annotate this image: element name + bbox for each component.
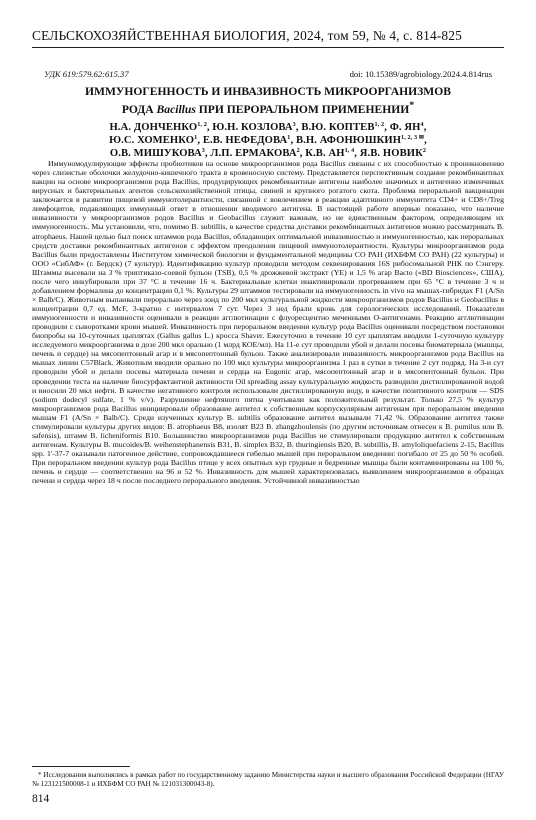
author-name: Ю.С. ХОМЕНКО bbox=[109, 135, 195, 147]
author-name: Н.А. ДОНЧЕНКО bbox=[109, 122, 198, 133]
title-footnote-mark: * bbox=[409, 99, 415, 111]
author-affiliation: 1, 2 bbox=[374, 121, 385, 128]
author-name: Е.В. НЕФЕДОВА bbox=[202, 135, 288, 147]
author-line-3: О.В. МИШУКОВА$^3$, Л.П. ЕРМАКОВА$^2$, К.В. АН$^{1, 4}$, Я.В. НОВИК$^2$ bbox=[109, 147, 427, 160]
journal-header: СЕЛЬСКОХОЗЯЙСТВЕННАЯ БИОЛОГИЯ, 2024, том 59, № 4, с. 814-825 bbox=[32, 28, 462, 43]
author-affiliation: 1 bbox=[194, 134, 198, 142]
author-affiliation: 2 bbox=[296, 147, 300, 155]
author-name: Ф. ЯН bbox=[389, 122, 421, 133]
title-line-2 bbox=[40, 99, 496, 116]
footnote-divider bbox=[32, 766, 130, 767]
article-title bbox=[40, 85, 496, 116]
author-name: О.В. МИШУКОВА bbox=[109, 148, 202, 160]
author-name: К.В. АН bbox=[305, 148, 345, 160]
author-affiliation: 3 bbox=[292, 121, 296, 128]
author-name: Я.В. НОВИК bbox=[359, 148, 423, 160]
udc-code: УДК 619:579.62:615.37 bbox=[44, 69, 129, 79]
abstract-text: Иммуномодулирующие эффекты пробиотиков на основе микроорганизмов рода Bacillus связаны с их способностью к проникновению через слизистые оболочки желудочно-кишечного тракта в кровеносную систему. Представляется перспективным создание рекомбинантных вакцин на основе микроорганизмов рода Bacillus, продуцирующих рекомбинантные антигены наиболее значимых и антигенно изменчивых вирусных и бактериальных агентов сельскохозяйственной птицы, свиней и крупного рогатого скота. Проблема пероральной вакцинации заключается в развитии пищевой иммунотолерантности, связанной с вовлечением в реакции адаптивного иммунитета CD4+ и CD8+/Treg лимфоцитов, подавляющих иммунный ответ в отношении вводимого антигена. В настоящей работе впервые показано, что наличие инвазивности у микроорганизмов родов Bacillus и Geobacillus служит важным, но не единственным фактором, определяющим их иммуногенность. Мы установили, что, помимо B. subtillis, в качестве средства доставки рекомбинантных антигенов можно рассматривать B. atrophaeus. Нашей целью был поиск штаммов рода Bacillus, обладающих оптимальной инвазивностью и иммуногенностью, как пероральных средств доставки рекомбинантных антигенов с эффектом преодоления пищевой иммунотолерантности. Культуры микроорганизмов рода Bacillus были предоставлены Институтом химической биологии и фундаментальной медицины СО РАН (ИХБФМ СО РАН) (22 культуры) и ООО «СибАФ» (г. Бердск) (7 культур). Идентификацию культур проводили методом секвенирования 16S рибосомальной РНК по Сэнгеру. Штаммы высевали на 3 % триптиказо-соевой бульон (TSB), 0,5 % дрожжевой экстракт (YE) и 1,5 % агар Bacto («BD Biosciences», США), после чего инкубировали при 37 °C в течение 16 ч. Бактериальные клетки инактивировали прогреванием при 65 °C в течение 3 ч и добавлением формалина до концентрации 0,1 %. Культуры 29 штаммов тестировали на иммуногенность in vivo на мышах-гибридах F1 (A/Sn × Balb/C). Животным выпаивали перорально через зонд по 200 мкл культуральной жидкости микроорганизмов родов Bacillus и Geobacillus в концентрации 0,7 ед. McF, 3-кратно с интервалом 7 сут. Через 3 нед брали кровь для серологических исследований. Показатели иммуногенности и инвазивности оценивали в реакции агглютинации с флуоресцентно меченными О-антигенами. Реакцию агглютинации проводили с сыворотками крови мышей. Инвазивность при пероральном введении культур рода Bacillus оценивали посредством постановки биопробы на 10-суточных цыплятах (Gallus gallus L.) кросса Shaver. Ежесуточно в течение 10 сут цыплятам вводили 1-суточную культуру исследуемого микроорганизма в дозе 200 мкл орально (1 млрд КОЕ/мл). На 11-е сут проводили убой и делали посевы биоматериала (мышцы, печень и сердце) на мясопептонный агар и в мясопептонный бульон. Также анализировали инвазивность микроорганизмов рода Bacillus на мышах линии C57Black. Животным вводили орально по 100 мкл культуры микроорганизма 1 раз в сутки в течение 2 сут подряд. На 3-и сут проводили убой и делали посевы материала печени и сердца на Eugonic агар, мясопептонный агар и в мясопептонный бульон. При проведении теста на наличие биосурфактантной активности Oil spreading assay культуральную жидкость разводили дистиллированной водой и вносили 20 мкл нефти. В качестве негативного контроля использовали дистиллированную воду, в качестве позитивного контроля — SDS (sodium dodecyl sulfate, 1 % v/v). Разрушение нефтяного пятна учитывали как положительный результат. Только 27,5 % культур микроорганизмов рода Bacillus инициировали образование антител к собственным корпускулярным антигенам при пероральном введении мышам F1 (A/Sn × Balb/C). Среди изученных культур B. subtilis образование антител вызывали 71,42 %. Образование антител также стимулировали культуры других видов: B. atrophaeus B8, изолят B23 B. zhangzhoulensis (по другим источникам отнесен к B. pumilus или B. safensis), штамм B. licheniformis B10. Большинство микроорганизмов рода Bacillus не стимулировали продукцию антител к собственным антигенам. Культуры B. mucoides/B. weihenstephanensis B31, B. simplex B32, B. thuringiensis B20, B. subtillis, B. amyloliquefaciens 2-15, Bacillus spp. 1'-37-7 оказывали патогенное действие, сопровождавшееся гибелью мышей при пероральном введении: погибало от 25 до 50 % особей. При пероральном введении культур рода Bacillus птице у всех опытных кур грудные и бедренные мышцы были контаминированы на 100 %, печень и сердце — соответственно на 96 и 52 %. Инвазивность для мышей характеризовалась выявлением микроорганизмов в образцах печени и сердца через 18 ч после последнего перорального введения. Устойчивной инвазивностью bbox=[32, 159, 504, 486]
title-line-1: ИММУНОГЕННОСТЬ И ИНВАЗИВНОСТЬ МИКРООРГАНИЗМОВ bbox=[84, 85, 451, 98]
funding-footnote: * Исследования выполнялись в рамках работ по государственному заданию Министерства науки и высшего образования Российской Федерации (НГАУ № 123121500008-1 и ИХБФМ СО РАН № 121031300043-8). bbox=[32, 771, 504, 788]
author-name: В.Ю. КОПТЕВ bbox=[301, 122, 375, 133]
author-list bbox=[40, 121, 496, 161]
author-affiliation: 1, 2, 3 ✉ bbox=[401, 134, 425, 142]
author-affiliation: 3 bbox=[201, 147, 205, 155]
author-name: Л.П. ЕРМАКОВА bbox=[210, 148, 297, 160]
doi-link[interactable]: doi: 10.15389/agrobiology.2024.4.814rus bbox=[349, 69, 492, 79]
author-name: В.Н. АФОНЮШКИН bbox=[295, 135, 402, 147]
author-affiliation: 1, 4 bbox=[344, 147, 355, 155]
author-affiliation: 2 bbox=[422, 147, 427, 155]
author-line-2: Ю.С. ХОМЕНКО$^1$, Е.В. НЕФЕДОВА$^1$, В.Н. $АФОНЮШКИН^{1, 2, 3 ✉}$, bbox=[109, 134, 427, 147]
header-divider bbox=[32, 47, 504, 48]
author-affiliation: 4 bbox=[420, 121, 424, 128]
author-affiliation: 1, 2 bbox=[197, 121, 207, 128]
title-genus: Bacillus bbox=[156, 102, 196, 116]
title-prefix: РОДА bbox=[121, 102, 157, 116]
title-suffix: ПРИ ПЕРОРАЛЬНОМ ПРИМЕНЕНИИ bbox=[195, 102, 410, 116]
page-number: 814 bbox=[32, 793, 50, 805]
author-line-1: Н.А. ДОНЧЕНКО$^{1, 2}$, Ю.Н. КОЗЛОВА$^3$, В.Ю. КОПТЕВ$^{1, 2}$, Ф. $ЯН^4$, bbox=[109, 121, 427, 133]
author-affiliation: 1 bbox=[287, 134, 291, 142]
author-name: Ю.Н. КОЗЛОВА bbox=[212, 122, 293, 133]
